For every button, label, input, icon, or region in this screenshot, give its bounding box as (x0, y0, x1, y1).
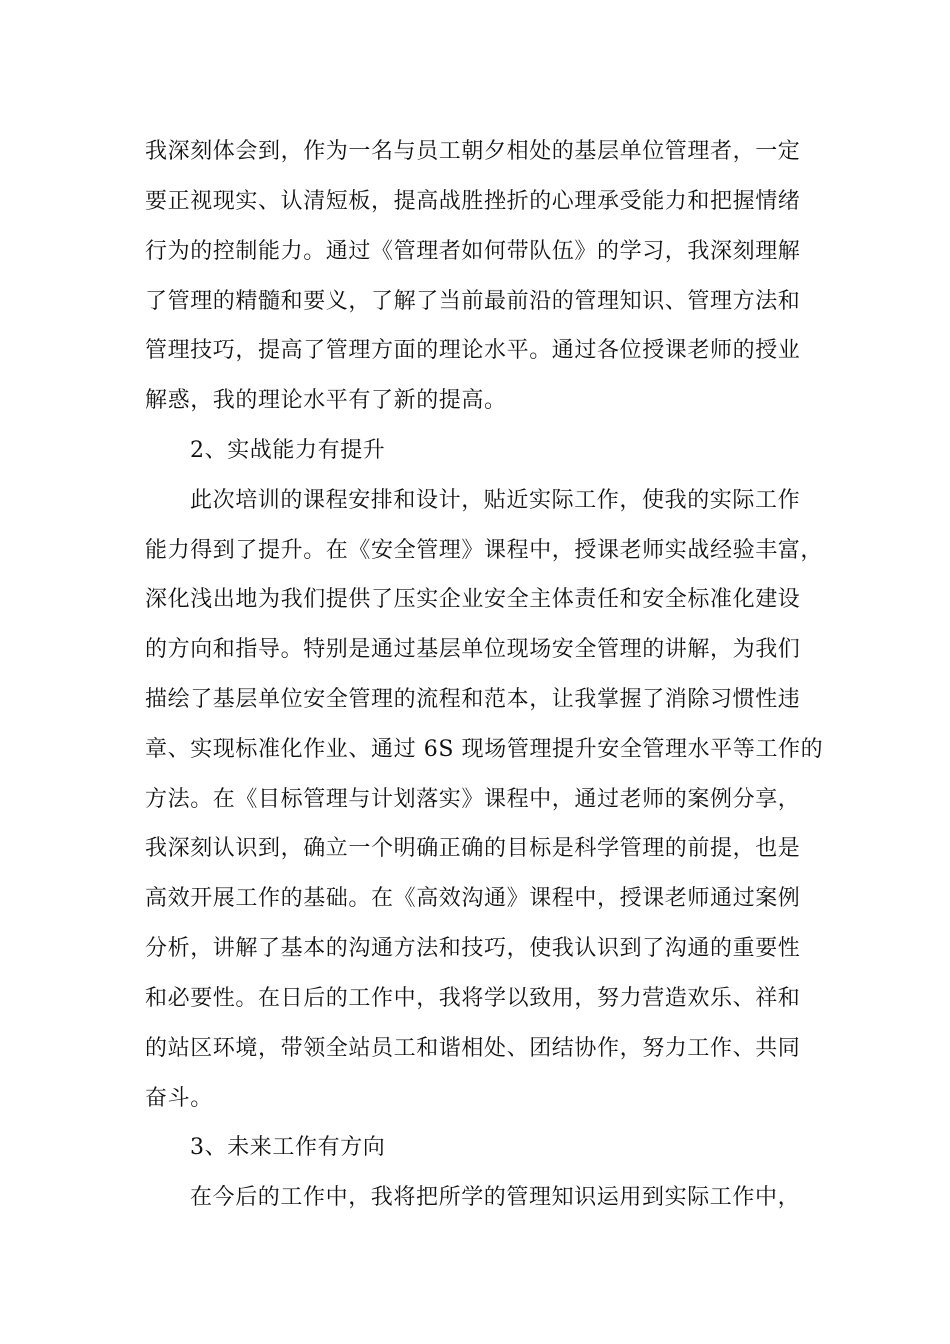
text-line: 和必要性。在日后的工作中，我将学以致用，努力营造欢乐、祥和 (145, 986, 801, 1011)
text-line: 方法。在《目标管理与计划落实》课程中，通过老师的案例分享， (145, 787, 801, 812)
text-line: 的站区环境，带领全站员工和谐相处、团结协作，努力工作、共同 (145, 1036, 801, 1061)
text-line: 在今后的工作中，我将把所学的管理知识运用到实际工作中， (190, 1185, 801, 1210)
text-line: 深化浅出地为我们提供了压实企业安全主体责任和安全标准化建设 (145, 587, 801, 612)
text-line: 描绘了基层单位安全管理的流程和范本，让我掌握了消除习惯性违 (145, 687, 801, 712)
text-line: 此次培训的课程安排和设计，贴近实际工作，使我的实际工作 (190, 488, 801, 513)
text-line: 的方向和指导。特别是通过基层单位现场安全管理的讲解，为我们 (145, 637, 801, 662)
text-line: 高效开展工作的基础。在《高效沟通》课程中，授课老师通过案例 (145, 886, 801, 911)
text-line: 能力得到了提升。在《安全管理》课程中，授课老师实战经验丰富， (145, 538, 824, 563)
text-line: 要正视现实、认清短板，提高战胜挫折的心理承受能力和把握情绪 (145, 189, 801, 214)
text-line: 我深刻体会到，作为一名与员工朝夕相处的基层单位管理者，一定 (145, 139, 801, 164)
section-heading: 2、实战能力有提升 (190, 438, 386, 463)
text-line: 奋斗。 (145, 1086, 213, 1111)
text-line: 解惑，我的理论水平有了新的提高。 (145, 388, 507, 413)
text-line: 了管理的精髓和要义，了解了当前最前沿的管理知识、管理方法和 (145, 289, 801, 314)
section-heading: 3、未来工作有方向 (190, 1135, 386, 1160)
text-line: 我深刻认识到，确立一个明确正确的目标是科学管理的前提，也是 (145, 836, 801, 861)
text-line: 章、实现标准化作业、通过 6S 现场管理提升安全管理水平等工作的 (145, 737, 824, 762)
text-line: 管理技巧，提高了管理方面的理论水平。通过各位授课老师的授业 (145, 338, 801, 363)
text-line: 行为的控制能力。通过《管理者如何带队伍》的学习，我深刻理解 (145, 239, 801, 264)
text-line: 分析，讲解了基本的沟通方法和技巧，使我认识到了沟通的重要性 (145, 936, 801, 961)
